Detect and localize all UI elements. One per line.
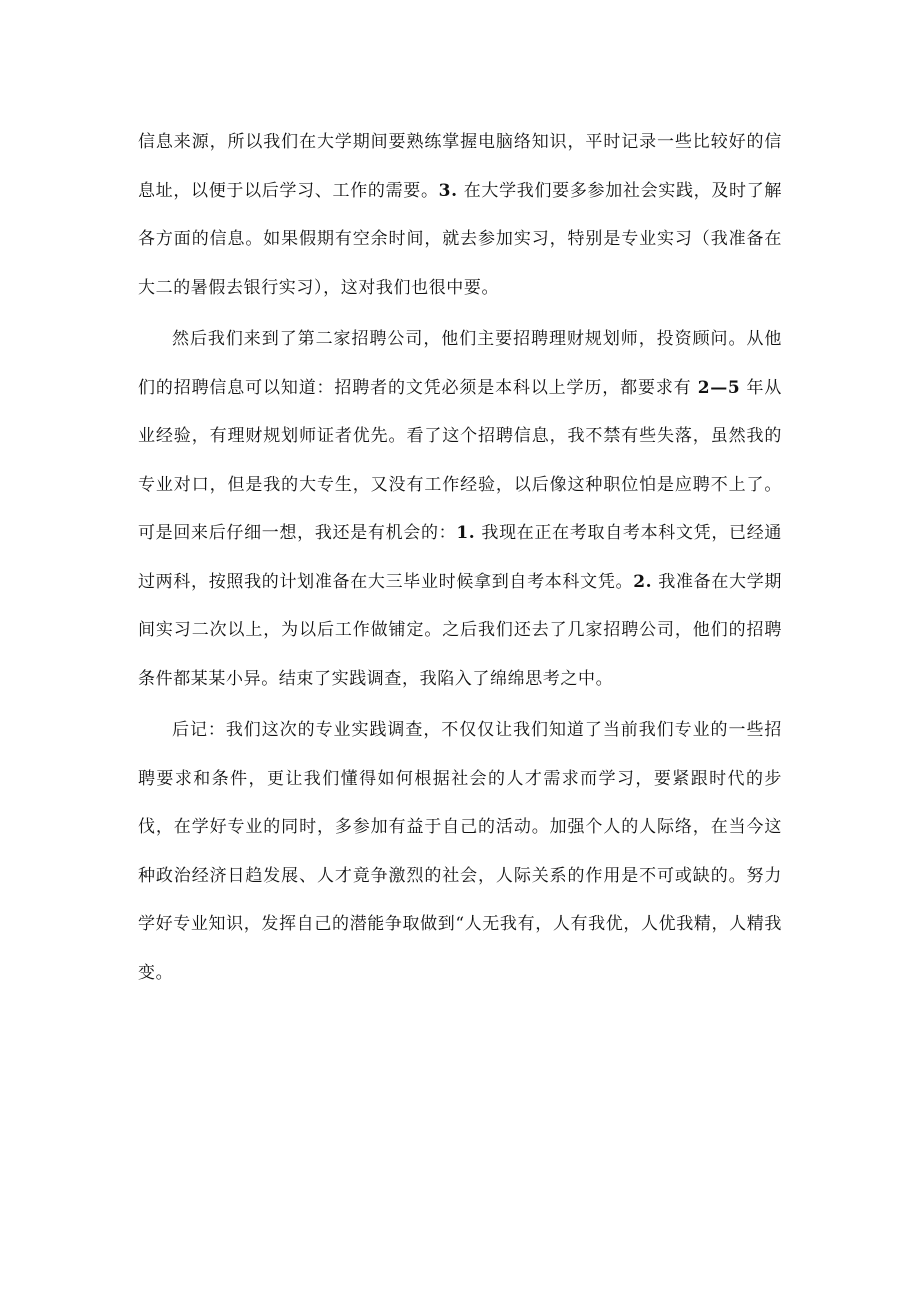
paragraph-1 xyxy=(138,118,782,312)
paragraph-2-list-number-1: 1. xyxy=(456,523,476,543)
paragraph-1-text-b: 在大学我们要多参加社会实践，及时了解各方面的信息。如果假期有空余时间，就去参加实习，特别是专业实习（我准备在大二的暑假去银行实习），这对我们也很中要。 xyxy=(138,180,782,298)
paragraph-2-text-c: 我现在正在考取自考本科文凭，已经通过两科，按照我的计划准备在大三毕业时候拿到自考本科文凭。 xyxy=(138,523,782,592)
paragraph-2-experience-range: 2—5 xyxy=(697,377,741,398)
paragraph-2-text-b: 年从业经验，有理财规划师证者优先。看了这个招聘信息，我不禁有些失落，虽然我的专业对口，但是我的大专生，又没有工作经验，以后像这种职位怕是应聘不上了。可是回来后仔细一想，我还是有机会的： xyxy=(138,377,782,543)
paragraph-2-text-d: 我准备在大学期间实习二次以上，为以后工作做铺定。之后我们还去了几家招聘公司，他们的招聘条件都某某小异。结束了实践调查，我陷入了绵绵思考之中。 xyxy=(138,571,782,689)
paragraph-1-text-a: 信息来源，所以我们在大学期间要熟练掌握电脑络知识，平时记录一些比较好的信息址，以便于以后学习、工作的需要。 xyxy=(138,132,782,201)
paragraph-1-list-number: 3. xyxy=(438,180,458,201)
paragraph-2 xyxy=(138,315,782,703)
paragraph-3-postscript: 后记：我们这次的专业实践调查，不仅仅让我们知道了当前我们专业的一些招聘要求和条件，更让我们懂得如何根据社会的人才需求而学习，要紧跟时代的步伐，在学好专业的同时，多参加有益于自己的活动。加强个人的人际络，在当今这种政治经济日趋发展、人才竟争激烈的社会，人际关系的作用是不可或缺的。努力学好专业知识，发挥自己的潜能争取做到“人无我有，人有我优，人优我精，人精我变。 xyxy=(138,720,782,983)
paragraph-2-text-a: 然后我们来到了第二家招聘公司，他们主要招聘理财规划师，投资顾问。从他们的招聘信息可以知道：招聘者的文凭必须是本科以上学历，都要求有 xyxy=(138,329,782,398)
paragraph-2-list-number-2: 2. xyxy=(633,571,653,592)
